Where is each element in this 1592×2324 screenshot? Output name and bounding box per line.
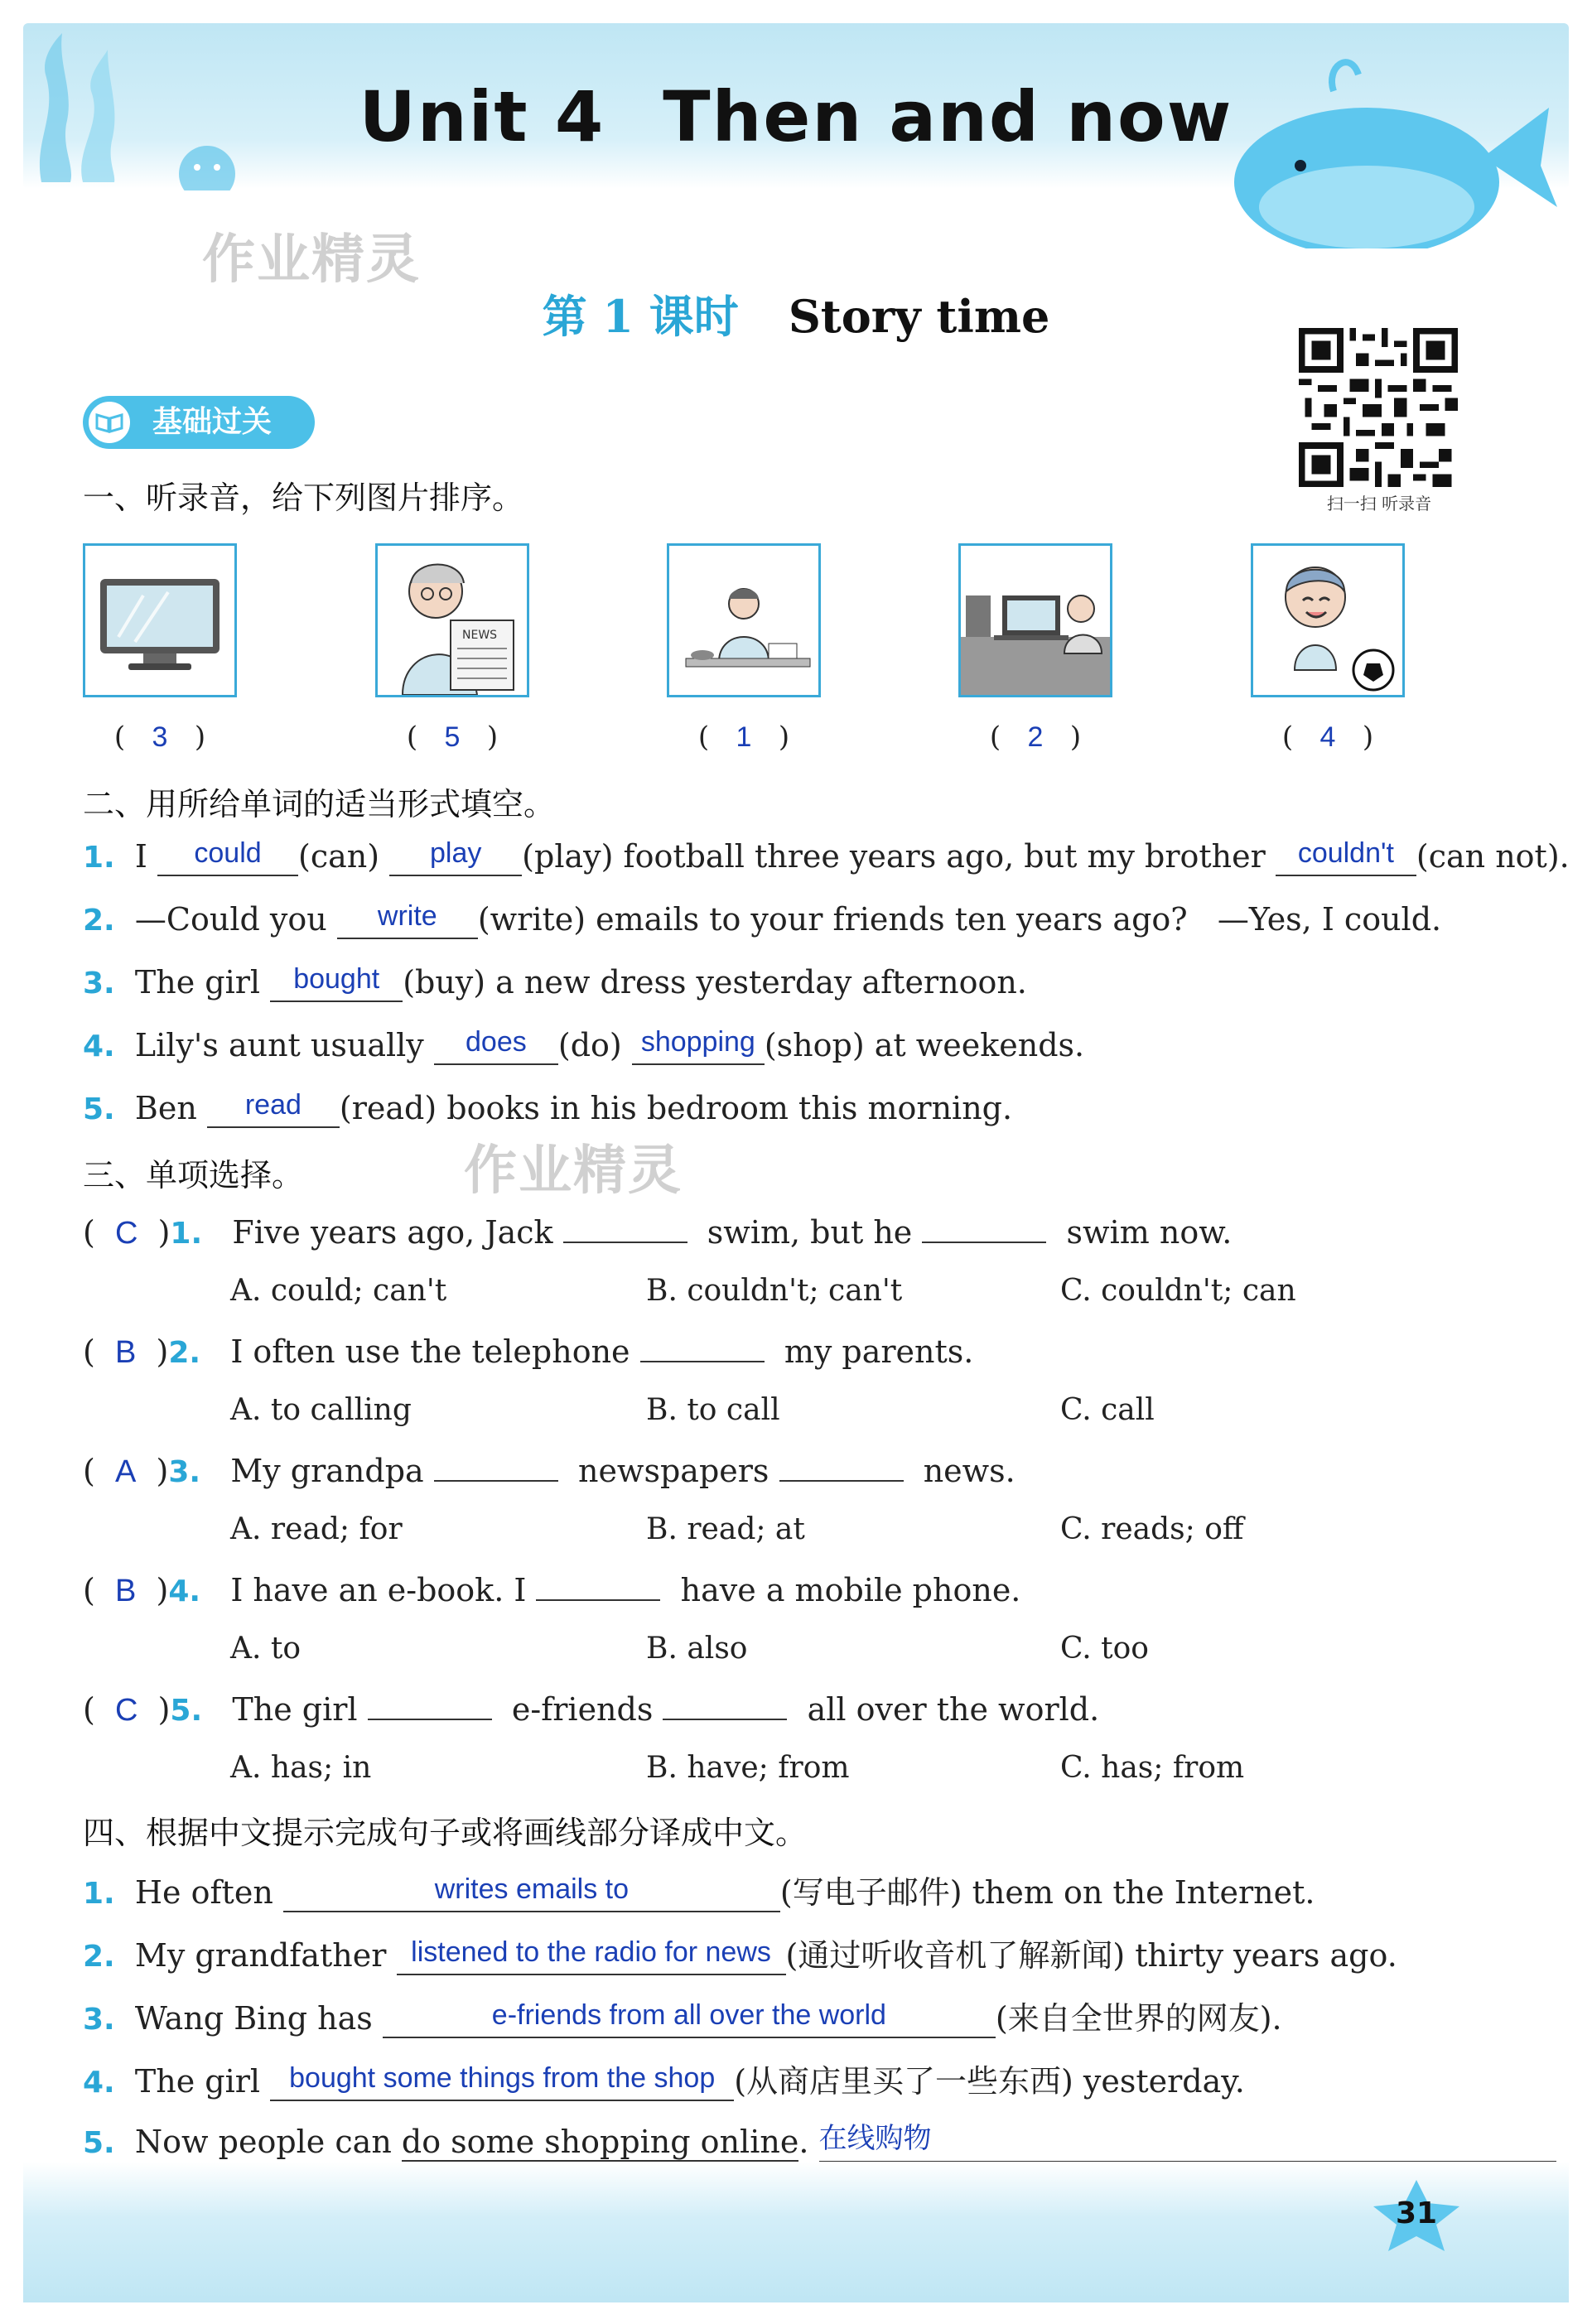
mc-option-1a[interactable]: A. could; can't	[230, 1274, 447, 1308]
fill-blank-4-2[interactable]: shopping	[632, 1027, 765, 1065]
unit-name: Then and now	[663, 76, 1233, 157]
picture-boy-football	[1251, 543, 1405, 697]
book-icon	[86, 399, 133, 446]
section1-title: 一、听录音，给下列图片排序。	[83, 480, 524, 516]
section-badge	[83, 396, 315, 449]
mc-answer-1[interactable]: C	[114, 1216, 138, 1251]
unit-title	[0, 76, 1592, 157]
fill-item-1: 1. I could (can) play (play) football three years ago, but my brother couldn't (can not).	[83, 837, 1570, 875]
underlined-phrase: do some shopping online	[401, 2124, 799, 2160]
picture-order-4[interactable]: ( 2 )	[989, 721, 1082, 754]
translate-blank-1[interactable]: writes emails to	[283, 1874, 780, 1912]
unit-label: Unit 4	[359, 76, 605, 157]
fill-item-4: 4. Lily's aunt usually does (do) shopping (shop) at weekends.	[83, 1026, 1085, 1063]
picture-man-desk	[667, 543, 821, 697]
picture-person-computer	[958, 543, 1112, 697]
badge-label: 基础过关	[152, 405, 273, 439]
fill-item-5: 5. Ben read (read) books in his bedroom this morning.	[83, 1089, 1013, 1126]
mc-option-3b[interactable]: B. read; at	[646, 1512, 805, 1546]
mc-question-4: ( B )4. I have an e-book. I have a mobile phone.	[83, 1572, 1021, 1608]
picture-answer-3: 1	[736, 721, 752, 753]
mc-option-1c[interactable]: C. couldn't; can	[1060, 1274, 1296, 1308]
picture-order-3[interactable]: ( 1 )	[697, 721, 790, 754]
mc-answer-4[interactable]: B	[114, 1574, 137, 1608]
mc-option-2c[interactable]: C. call	[1060, 1393, 1155, 1427]
watermark-mid: 作业精灵	[464, 1140, 683, 1202]
fill-blank-1-1[interactable]: could	[157, 838, 298, 876]
translate-item-1: 1. He often writes emails to (写电子邮件) them on the Internet.	[83, 1873, 1315, 1911]
picture-order-2[interactable]: ( 5 )	[406, 721, 499, 754]
translate-item-5: 5. Now people can do some shopping online. 在线购物	[83, 2120, 1556, 2162]
picture-grandma-newspaper	[375, 543, 529, 697]
fill-blank-1-2[interactable]: play	[389, 838, 522, 876]
section2-title: 二、用所给单词的适当形式填空。	[83, 786, 556, 822]
footer-band	[23, 2162, 1569, 2302]
qr-code[interactable]	[1299, 328, 1458, 487]
mc-question-3: ( A )3. My grandpa newspapers news.	[83, 1453, 1016, 1489]
translate-item-2: 2. My grandfather listened to the radio for news (通过听收音机了解新闻) thirty years ago.	[83, 1936, 1397, 1974]
lesson-number: 第 1 课时	[542, 290, 739, 343]
mc-option-5a[interactable]: A. has; in	[230, 1751, 372, 1785]
fill-blank-4-1[interactable]: does	[434, 1027, 558, 1065]
fill-blank-5-1[interactable]: read	[207, 1090, 340, 1128]
translate-blank-5[interactable]: 在线购物	[819, 2120, 1556, 2162]
picture-answer-5: 4	[1319, 721, 1336, 753]
mc-option-3a[interactable]: A. read; for	[230, 1512, 403, 1546]
page-number: 31	[1395, 2196, 1438, 2230]
fill-blank-2-1[interactable]: write	[337, 901, 478, 939]
fill-blank-3-1[interactable]: bought	[270, 964, 403, 1002]
mc-option-2a[interactable]: A. to calling	[230, 1393, 412, 1427]
watermark-top: 作业精灵	[202, 229, 421, 291]
lesson-name: Story time	[788, 290, 1050, 343]
mc-answer-2[interactable]: B	[114, 1335, 137, 1370]
picture-answer-2: 5	[444, 721, 461, 753]
translate-item-3: 3. Wang Bing has e-friends from all over the world (来自全世界的网友).	[83, 1999, 1282, 2037]
mc-answer-3[interactable]: A	[114, 1454, 137, 1489]
section3-title: 三、单项选择。	[83, 1157, 304, 1193]
mc-question-1: ( C )1. Five years ago, Jack swim, but he swim now.	[83, 1214, 1233, 1251]
fill-item-3: 3. The girl bought (buy) a new dress yesterday afternoon.	[83, 963, 1027, 1000]
mc-option-2b[interactable]: B. to call	[646, 1393, 780, 1427]
fill-blank-1-3[interactable]: couldn't	[1276, 838, 1416, 876]
mc-option-5b[interactable]: B. have; from	[646, 1751, 850, 1785]
picture-answer-1: 3	[152, 721, 168, 753]
mc-option-5c[interactable]: C. has; from	[1060, 1751, 1245, 1785]
qr-caption: 扫一扫 听录音	[1326, 494, 1432, 513]
mc-option-1b[interactable]: B. couldn't; can't	[646, 1274, 903, 1308]
picture-tv	[83, 543, 237, 697]
mc-option-3c[interactable]: C. reads; off	[1060, 1512, 1244, 1546]
picture-order-1[interactable]: ( 3 )	[113, 721, 206, 754]
svg-text:NEWS: NEWS	[462, 629, 498, 642]
mc-option-4a[interactable]: A. to	[230, 1632, 302, 1666]
translate-blank-2[interactable]: listened to the radio for news	[397, 1937, 786, 1975]
mc-question-2: ( B )2. I often use the telephone my parents.	[83, 1333, 974, 1370]
translate-item-4: 4. The girl bought some things from the shop (从商店里买了一些东西) yesterday.	[83, 2062, 1245, 2100]
picture-answer-4: 2	[1027, 721, 1044, 753]
translate-blank-3[interactable]: e-friends from all over the world	[383, 2000, 996, 2038]
mc-option-4b[interactable]: B. also	[646, 1632, 748, 1666]
translate-blank-4[interactable]: bought some things from the shop	[270, 2063, 734, 2101]
mc-question-5: ( C )5. The girl e-friends all over the world.	[83, 1691, 1100, 1728]
section4-title: 四、根据中文提示完成句子或将画线部分译成中文。	[83, 1815, 808, 1851]
mc-option-4c[interactable]: C. too	[1060, 1632, 1149, 1666]
fill-item-2: 2. —Could you write (write) emails to your friends ten years ago? —Yes, I could.	[83, 900, 1442, 938]
mc-answer-5[interactable]: C	[114, 1693, 138, 1728]
picture-order-5[interactable]: ( 4 )	[1281, 721, 1374, 754]
